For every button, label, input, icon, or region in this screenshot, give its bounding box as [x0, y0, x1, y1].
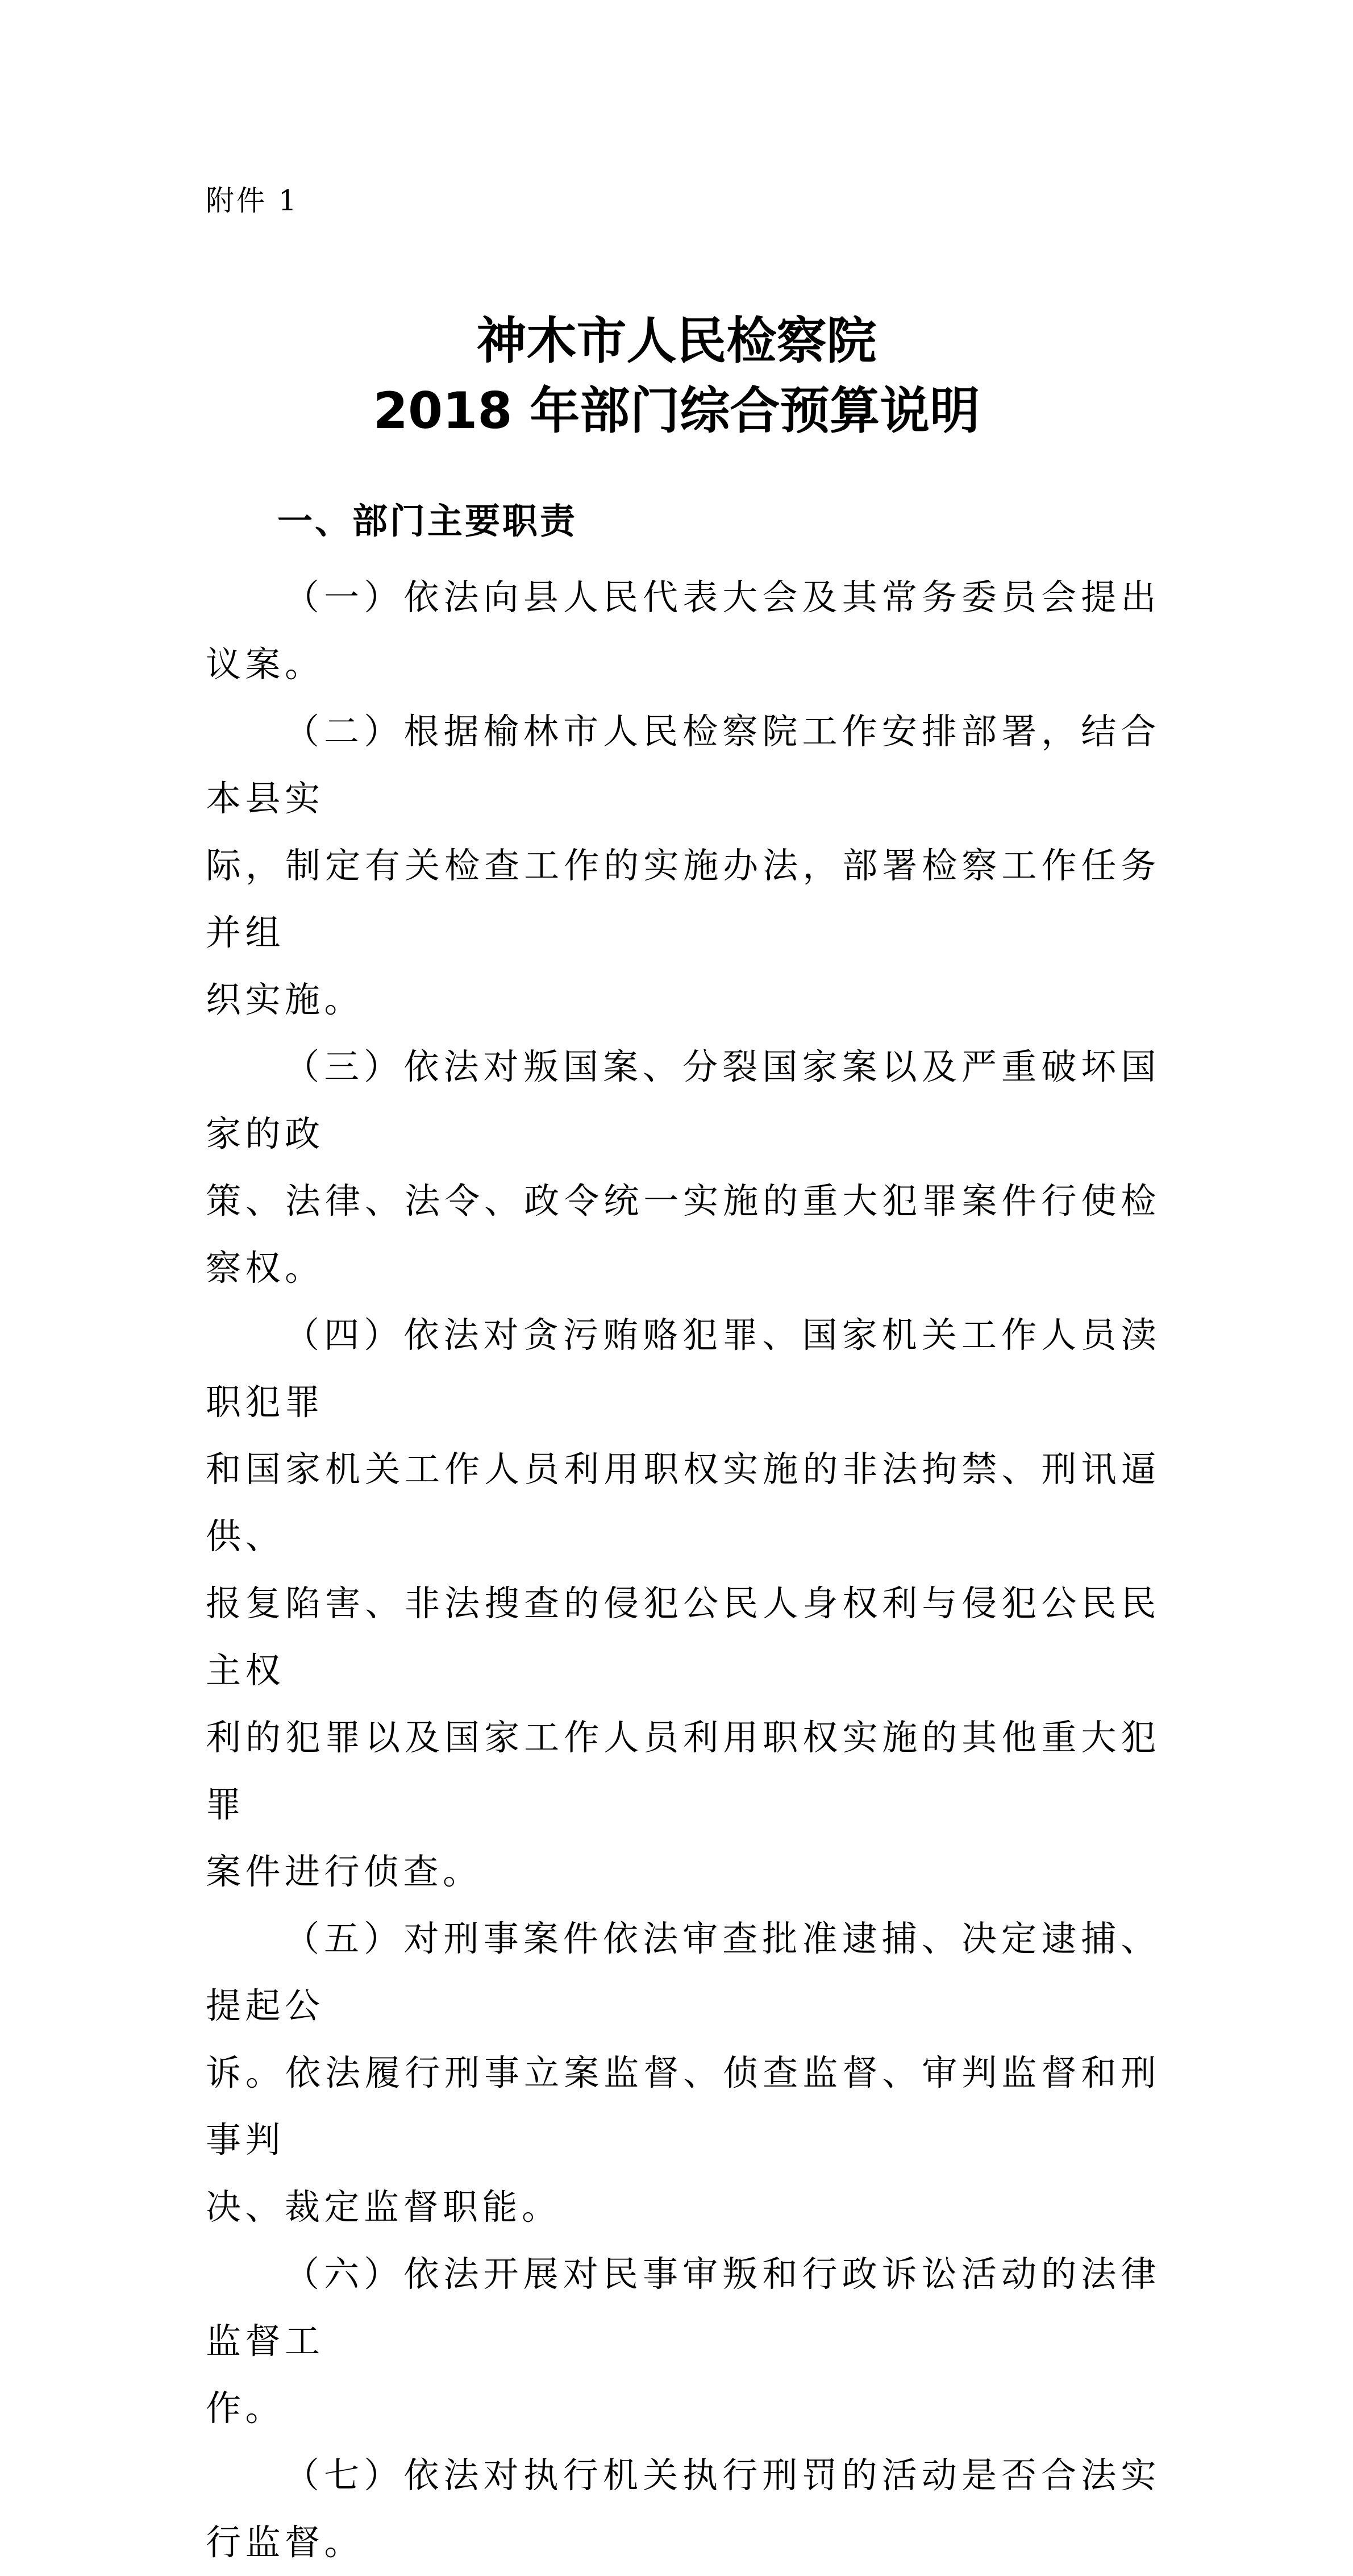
paragraph-6: （六）依法开展对民事审叛和行政诉讼活动的法律监督工 作。 — [206, 2253, 1160, 2429]
attachment-label: 附件 1 — [206, 184, 299, 217]
paragraph-3: （三）依法对叛国案、分裂国家案以及严重破坏国家的政 策、法律、法令、政令统一实施的重大犯罪案件行使检察权。 — [206, 1046, 1160, 1289]
paragraph-5: （五）对刑事案件依法审查批准逮捕、决定逮捕、提起公 诉。依法履行刑事立案监督、侦查监督、审判监督和刑事判 决、裁定监督职能。 — [206, 1918, 1160, 2228]
paragraph-7: （七）依法对执行机关执行刑罚的活动是否合法实行监督。 — [206, 2454, 1160, 2563]
document-title-line2: 2018 年部门综合预算说明 — [373, 381, 980, 440]
section-heading: 一、部门主要职责 — [277, 500, 578, 542]
document-body — [206, 564, 1160, 2576]
paragraph-2: （二）根据榆林市人民检察院工作安排部署，结合本县实 际，制定有关检查工作的实施办法，部署检察工作任务并组 织实施。 — [206, 711, 1160, 1020]
paragraph-1: （一）依法向县人民代表大会及其常务委员会提出议案。 — [206, 576, 1160, 685]
document-title-line1: 神木市人民检察院 — [476, 311, 877, 370]
paragraph-4: （四）依法对贪污贿赂犯罪、国家机关工作人员渎职犯罪 和国家机关工作人员利用职权实施的非法拘禁、刑讯逼供、 报复陷害、非法搜查的侵犯公民人身权利与侵犯公民民主权 利的犯罪以及国家工作人员利用职权实施的其他重大犯罪 案件进行侦查。 — [206, 1314, 1160, 1892]
